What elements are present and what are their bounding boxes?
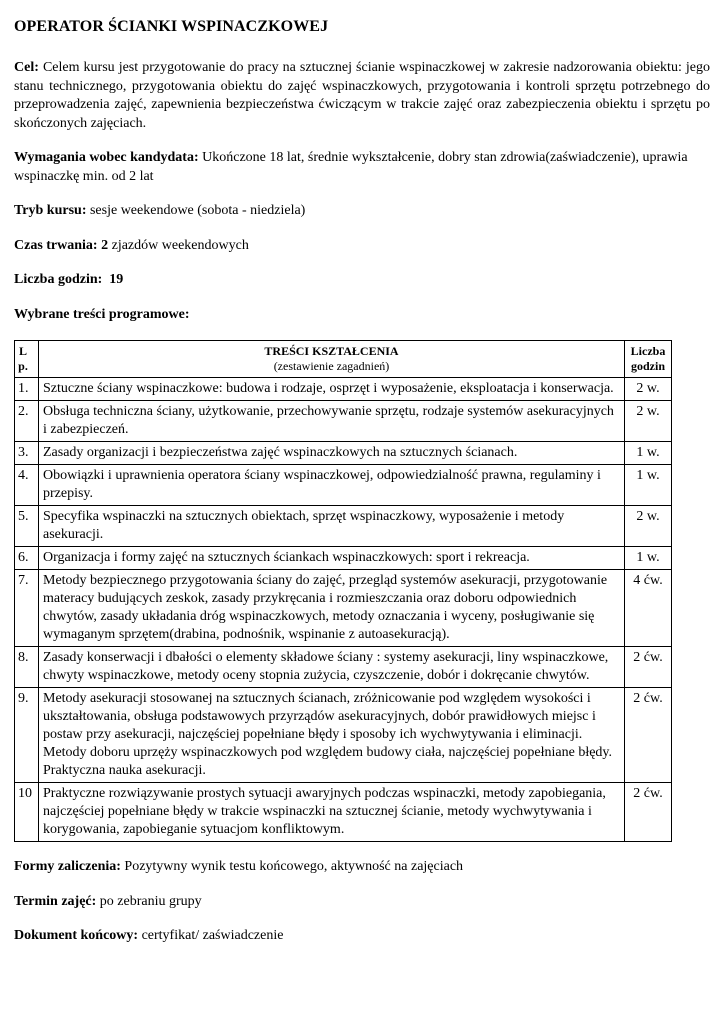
header-lp-text: Lp. (18, 344, 28, 373)
table-header-row (15, 341, 672, 378)
final-document-label: Dokument końcowy: (14, 928, 139, 943)
program-heading-text: Wybrane treści programowe: (14, 306, 190, 322)
assessment-form-text: Pozytywny wynik testu końcowego, aktywność na zajęciach (120, 859, 464, 874)
table-row (15, 570, 672, 647)
program-table (14, 340, 672, 842)
course-mode (14, 202, 710, 221)
row-number: 10 (15, 783, 39, 842)
row-hours: 1 w. (625, 442, 672, 465)
row-number: 5. (15, 506, 39, 547)
table-row (15, 547, 672, 570)
row-content: Obowiązki i uprawnienia operatora ściany wspinaczkowej, odpowiedzialność prawna, regulaminy i przepisy. (39, 465, 625, 506)
header-hours (625, 341, 672, 378)
row-number: 8. (15, 647, 39, 688)
table-row (15, 378, 672, 401)
row-hours: 1 w. (625, 465, 672, 506)
course-duration-value: 2 (97, 237, 109, 253)
row-number: 7. (15, 570, 39, 647)
row-number: 9. (15, 688, 39, 783)
header-lp (15, 341, 39, 378)
row-content: Praktyczne rozwiązywanie prostych sytuacji awaryjnych podczas wspinaczki, metody zapobiegania, najczęściej popełniane błędy w trakcie wspinaczki na sztucznej ścianie, metody wychwytywania i korygowania, zapobieganie sytuacjom konfliktowym. (39, 783, 625, 842)
row-hours: 2 ćw. (625, 688, 672, 783)
table-row (15, 647, 672, 688)
row-number: 2. (15, 401, 39, 442)
class-date-label: Termin zajęć: (14, 893, 97, 909)
row-content: Organizacja i formy zajęć na sztucznych ściankach wspinaczkowych: sport i rekreacja. (39, 547, 625, 570)
final-document (14, 927, 710, 946)
row-content: Obsługa techniczna ściany, użytkowanie, przechowywanie sprzętu, rodzaje systemów asekuracyjnych i zabezpieczeń. (39, 401, 625, 442)
table-row (15, 465, 672, 506)
candidate-requirements-label: Wymagania wobec kandydata: (14, 150, 199, 165)
header-hours-text: Liczba godzin (630, 344, 666, 373)
final-document-text: certyfikat/ zaświadczenie (138, 928, 284, 943)
course-hours-value: 19 (102, 272, 124, 287)
course-hours-label: Liczba godzin: (14, 272, 103, 287)
row-content: Zasady konserwacji i dbałości o elementy składowe ściany : systemy asekuracji, liny wspinaczkowe, chwyty wspinaczkowe, metody oceny stopnia zużycia, czyszczenie, dobór i dokręcanie chwytów. (39, 647, 625, 688)
row-content: Metody bezpiecznego przygotowania ściany do zajęć, przegląd systemów asekuracji, przygotowanie materacy budujących zeskok, zasady przykręcania i rozmieszczania oraz doboru odpowiednich chwytów, zasady układania dróg wspinaczkowych, metody oznaczania i wyceny, posługiwanie się wymaganym sprzętem(drabina, podnośnik, wspinanie z autoasekuracją). (39, 570, 625, 647)
course-goal (14, 59, 710, 133)
row-number: 1. (15, 378, 39, 401)
course-duration-label: Czas trwania: (14, 237, 98, 253)
course-mode-text: sesje weekendowe (sobota - niedziela) (86, 203, 306, 218)
row-content: Metody asekuracji stosowanej na sztucznych ścianach, zróżnicowanie pod względem wysokości i ukształtowania, obsługa podstawowych przyrządów asekuracyjnych, dobór prawidłowych miejsc i postaw przy asekuracji, najczęściej popełniane błędy i sposoby ich wychwytywania i eliminacji. Metody doboru uprzęży wspinaczkowych pod względem budowy ciała, najczęściej popełniane błędy. Praktyczna nauka asekuracji. (39, 688, 625, 783)
row-hours: 2 w. (625, 378, 672, 401)
course-goal-label: Cel: (14, 60, 39, 75)
table-row (15, 401, 672, 442)
course-mode-label: Tryb kursu: (14, 203, 87, 218)
table-row (15, 506, 672, 547)
row-hours: 4 ćw. (625, 570, 672, 647)
course-duration-text: zjazdów weekendowych (108, 237, 249, 253)
assessment-form (14, 858, 710, 877)
header-content (39, 341, 625, 378)
row-content: Sztuczne ściany wspinaczkowe: budowa i rodzaje, osprzęt i wyposażenie, eksploatacja i konserwacja. (39, 378, 625, 401)
candidate-requirements-text: Ukończone 18 lat, średnie wykształcenie, dobry stan zdrowia(zaświadczenie), uprawia wspinaczkę min. od 2 lat (14, 150, 688, 184)
program-heading (14, 306, 710, 325)
course-hours (14, 271, 710, 290)
header-content-title: TREŚCI KSZTAŁCENIA (264, 344, 399, 358)
row-hours: 1 w. (625, 547, 672, 570)
course-duration (14, 237, 710, 256)
assessment-form-label: Formy zaliczenia: (14, 859, 121, 874)
row-hours: 2 ćw. (625, 647, 672, 688)
row-hours: 2 w. (625, 506, 672, 547)
row-number: 4. (15, 465, 39, 506)
course-goal-text: Celem kursu jest przygotowanie do pracy na sztucznej ścianie wspinaczkowej w zakresie nadzorowania obiektu: jego stanu technicznego, przygotowania obiektu do zajęć wspinaczkowych, przygotowania i kontroli sprzętu potrzebnego do przeprowadzenia zajęć, zapewnienia bezpieczeństwa ćwiczącym w trakcie zajęć oraz zabezpieczenia obiektu i sprzętu po skończonych zajęciach. (14, 60, 710, 131)
row-content: Specyfika wspinaczki na sztucznych obiektach, sprzęt wspinaczkowy, wyposażenie i metody asekuracji. (39, 506, 625, 547)
table-row (15, 783, 672, 842)
page-title: OPERATOR ŚCIANKI WSPINACZKOWEJ (14, 18, 329, 35)
class-date (14, 893, 710, 912)
row-content: Zasady organizacji i bezpieczeństwa zajęć wspinaczkowych na sztucznych ścianach. (39, 442, 625, 465)
class-date-text: po zebraniu grupy (96, 893, 202, 909)
row-number: 3. (15, 442, 39, 465)
header-content-sub: (zestawienie zagadnień) (273, 359, 390, 373)
row-hours: 2 ćw. (625, 783, 672, 842)
row-hours: 2 w. (625, 401, 672, 442)
table-row (15, 442, 672, 465)
table-row (15, 688, 672, 783)
row-number: 6. (15, 547, 39, 570)
candidate-requirements (14, 149, 710, 186)
